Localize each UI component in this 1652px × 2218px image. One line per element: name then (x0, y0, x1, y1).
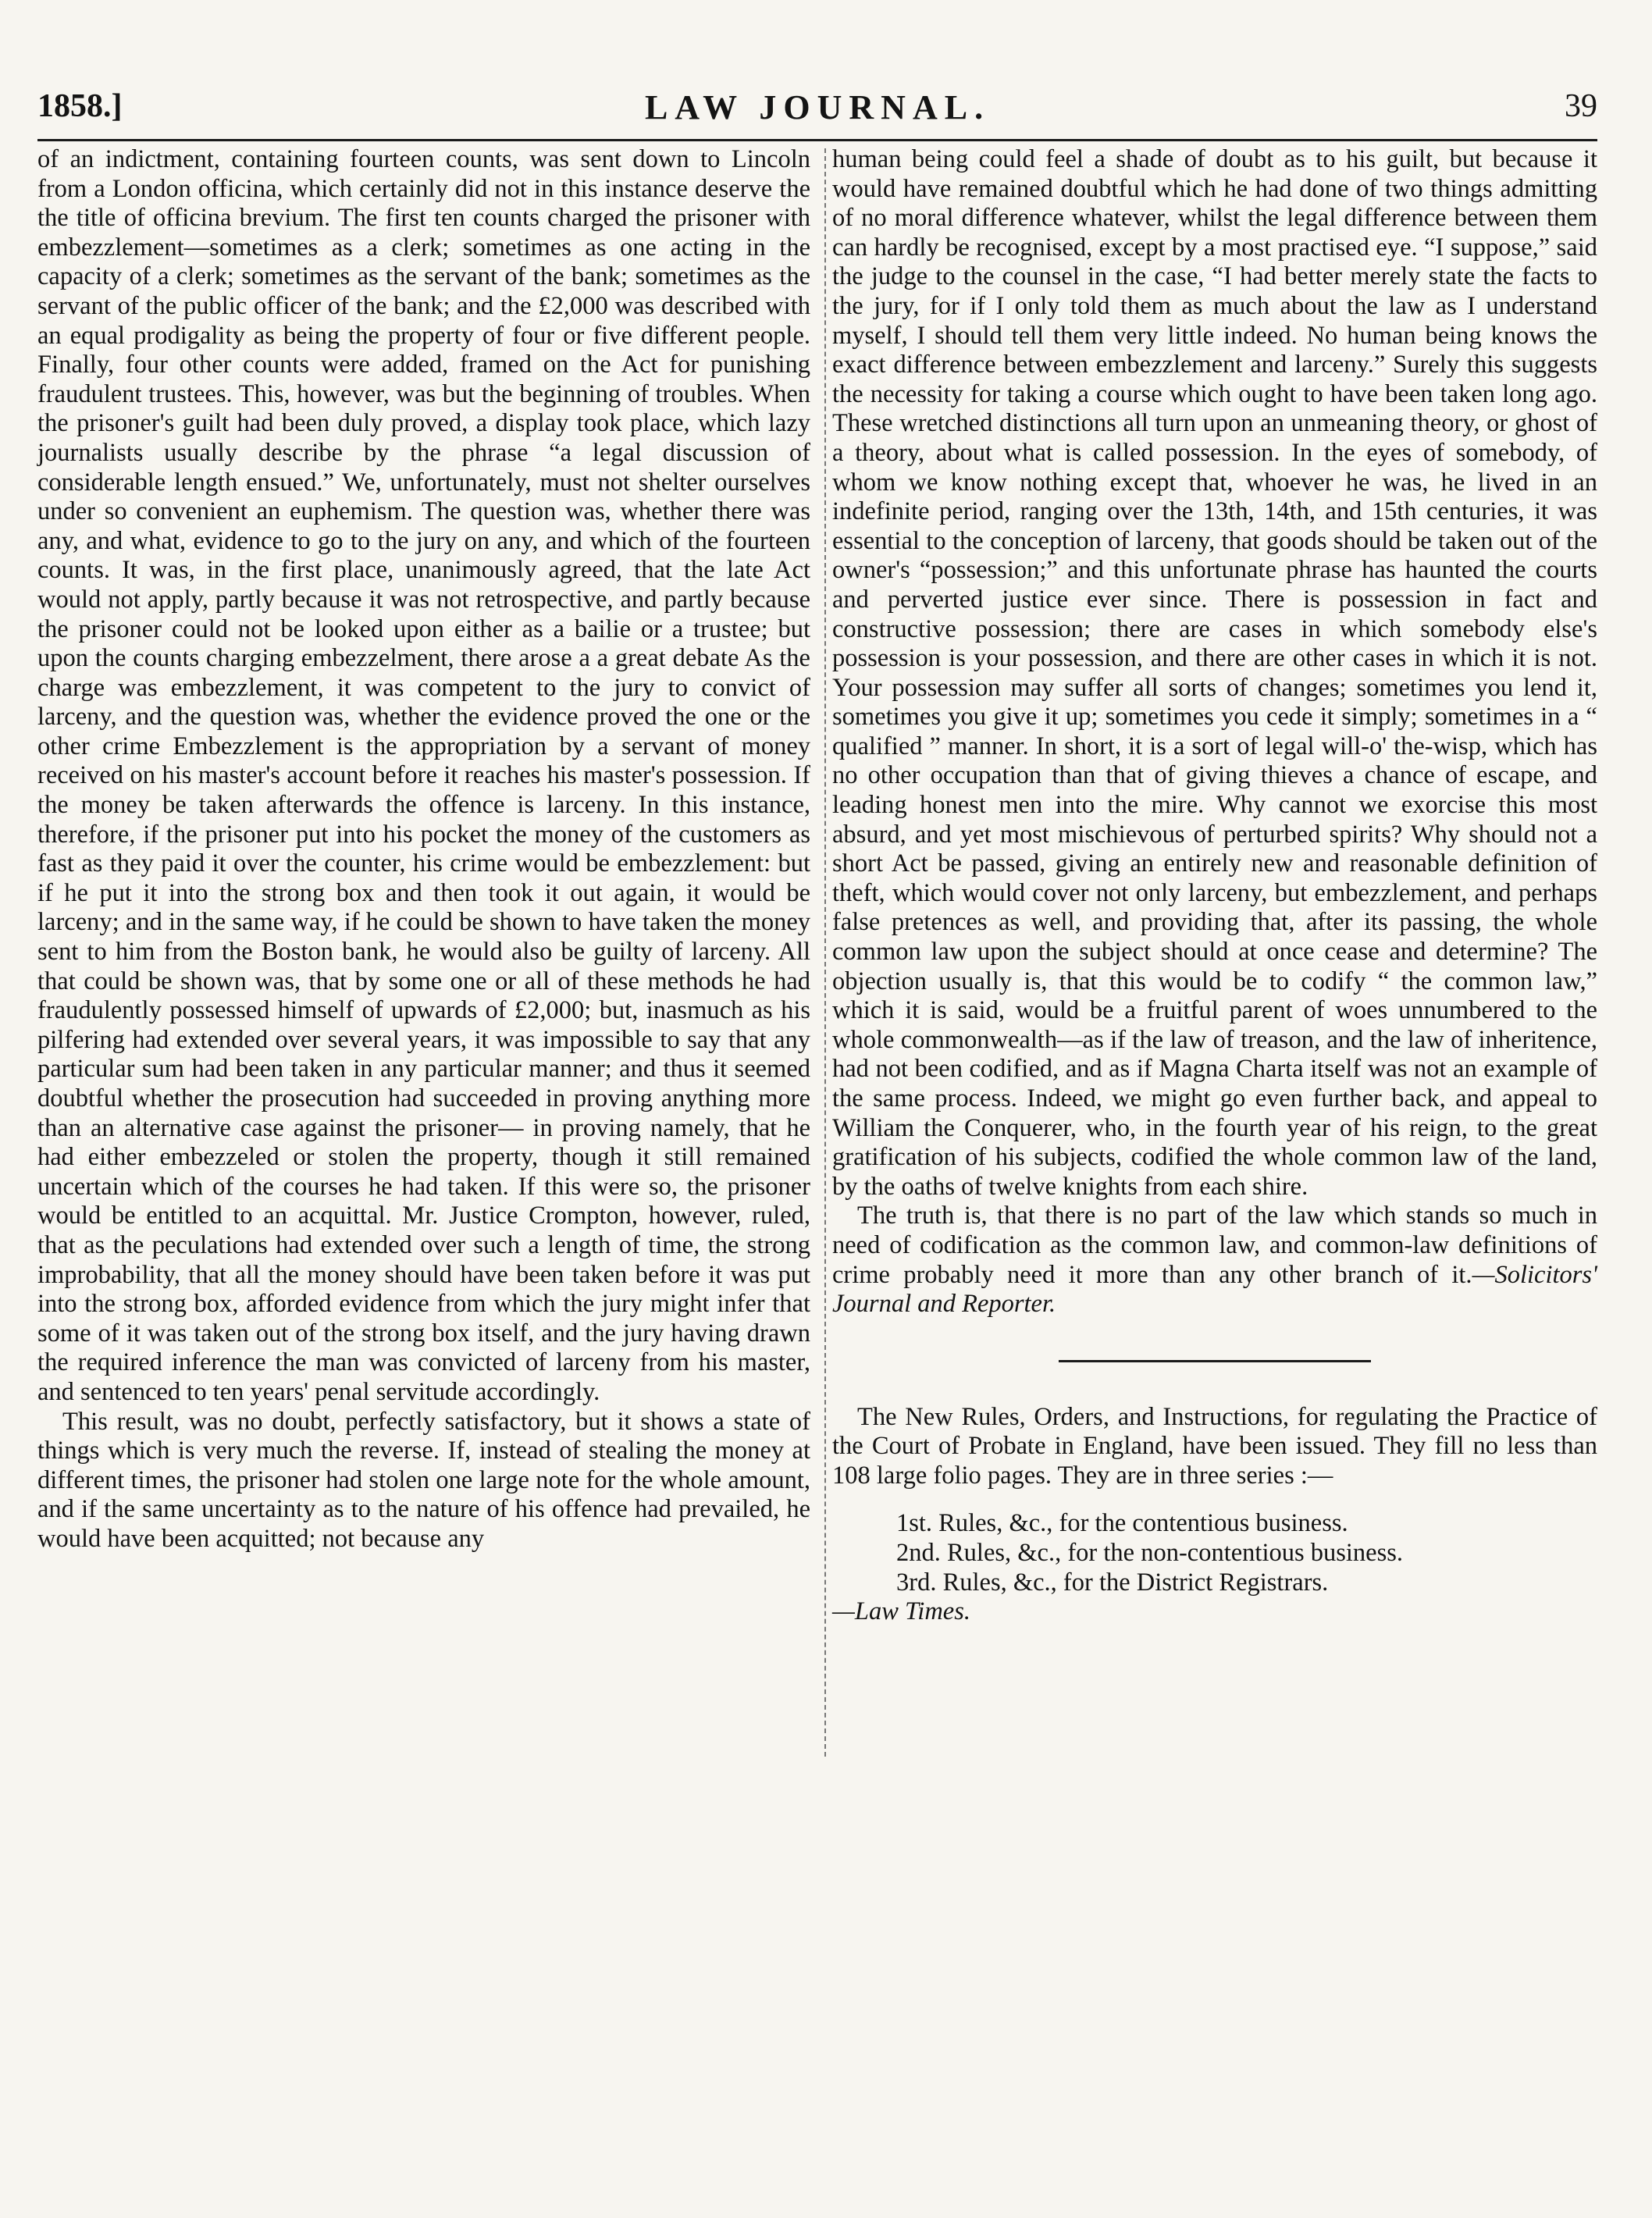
left-paragraph-2: This result, was no doubt, perfectly satisfactory, but it shows a state of things which is very much the reverse. If, instead of stealing the money at different times, the prisoner had stolen one large note for the whole amount, and if the same uncertainty as to the nature of his offence had prevailed, he would have been acquitted; not because any (37, 1407, 810, 1553)
list-item: 3rd. Rules, &c., for the District Registrars. (896, 1568, 1329, 1597)
page-number: 39 (1565, 88, 1597, 124)
right-paragraph-1: human being could feel a shade of doubt as to his guilt, but because it would have remained doubtful which he had done of two things admitting of no moral difference whatever, whilst the legal difference between them can hardly be recognised, except by a most practised eye. “I suppose,” said the judge to the counsel in the case, “I had better merely state the facts to the jury, for if I only told them as much about the law as I understand myself, I should tell them very little indeed. No human being knows the exact difference between embezzlement and larceny.” Surely this suggests the necessity for taking a course which ought to have been taken long ago. These wretched distinctions all turn upon an unmeaning theory, or ghost of a theory, about what is called possession. In the eyes of somebody, of whom we know nothing except that, whoever he was, he lived in an indefinite period, ranging over the 13th, 14th, and 15th centuries, it was essential to the conception of larceny, that goods should be taken out of the owner's “possession;” and this unfortunate phrase has haunted the courts and perverted justice ever since. There is possession in fact and constructive possession; there are cases in which somebody else's possession is your possession, and there are other cases in which it is not. Your possession may suffer all sorts of changes; sometimes you lend it, sometimes you give it up; sometimes you cede it simply; sometimes in a “ qualified ” manner. In short, it is a sort of legal will-o' the-wisp, which has no other occupation than that of giving thieves a chance of escape, and leading honest men into the mire. Why cannot we exorcise this most absurd, and yet most mischievous of perturbed spirits? Why should not a short Act be passed, giving an entirely new and reasonable definition of theft, which would cover not only larceny, but embezzlement, and perhaps false pretences as well, and providing that, after its passing, the whole common law upon the subject should at once cease and determine? The objection usually is, that this would be to codify “ the common law,” which it is said, would be a fruitful parent of woes unnumbered to the whole commonwealth—as if the law of treason, and the law of inheritence, had not been codified, and as if Magna Charta itself was not an example of the same process. Indeed, we might go even further back, and appeal to William the Conquerer, who, in the fourth year of his reign, to the great gratification of his subjects, codified the whole common law of the land, by the oaths of twelve knights from each shire. (832, 145, 1597, 1201)
column-divider (824, 148, 826, 1757)
header-title: LAW JOURNAL. (644, 88, 991, 126)
source-citation: —Law Times. (832, 1597, 971, 1625)
right-paragraph-2-source: —Solicitors' Journal and Reporter. (832, 1260, 1597, 1319)
right-paragraph-2 (832, 1202, 1597, 1319)
left-column (37, 145, 810, 1554)
series-list (896, 1508, 1597, 1597)
header-rule (37, 139, 1597, 141)
list-item: 2nd. Rules, &c., for the non-contentious business. (896, 1538, 1404, 1567)
list-item: 1st. Rules, &c., for the contentious business. (896, 1508, 1348, 1537)
header-year: 1858.] (37, 88, 123, 124)
right-paragraph-3: The New Rules, Orders, and Instructions, for regulating the Practice of the Court of Probate in England, have been issued. They fill no less than 108 large folio pages. They are in three series :— (832, 1402, 1597, 1490)
page-header (37, 87, 1597, 134)
section-separator (1059, 1360, 1371, 1362)
right-paragraph-2-text: The truth is, that there is no part of the law which stands so much in need of codification as the common law, and common-law definitions of crime probably need it more than any other branch of it. (832, 1202, 1597, 1289)
left-paragraph-1: of an indictment, containing fourteen counts, was sent down to Lincoln from a London officina, which certainly did not in this instance deserve the the title of officina brevium. The first ten counts charged the prisoner with embezzlement—sometimes as a clerk; sometimes as one acting in the capacity of a clerk; sometimes as the servant of the bank; sometimes as the servant of the public officer of the bank; and the £2,000 was described with an equal prodigality as being the property of four or five different people. Finally, four other counts were added, framed on the Act for punishing fraudulent trustees. This, however, was but the beginning of troubles. When the prisoner's guilt had been duly proved, a display took place, which lazy journalists usually describe by the phrase “a legal discussion of considerable length ensued.” We, unfortunately, must not shelter ourselves under so convenient an euphemism. The question was, whether there was any, and what, evidence to go to the jury on any, and which of the fourteen counts. It was, in the first place, unanimously agreed, that the late Act would not apply, partly because it was not retrospective, and partly because the prisoner could not be looked upon either as a bailie or a trustee; but upon the counts charging embezzelment, there arose a a great debate As the charge was embezzlement, it was competent to the jury to convict of larceny, and the question was, whether the evidence proved the one or the other crime Embezzlement is the appropriation by a servant of money received on his master's account before it reaches his master's possession. If the money be taken afterwards the offence is larceny. In this instance, therefore, if the prisoner put into his pocket the money of the customers as fast as they paid it over the counter, his crime would be embezzlement: but if he put it into the strong box and then took it out again, it would be larceny; and in the same way, if he could be shown to have taken the money sent to him from the Boston bank, he would also be guilty of larceny. All that could be shown was, that by some one or all of these methods he had fraudulently possessed himself of upwards of £2,000; but, inasmuch as his pilfering had extended over several years, it was impossible to say that any particular sum had been taken in any particular manner; and thus it seemed doubtful whether the prosecution had succeeded in proving anything more than an alternative case against the prisoner— in proving namely, that he had either embezzeled or stolen the property, though it still remained uncertain which of the courses he had taken. If this were so, the prisoner would be entitled to an acquittal. Mr. Justice Crompton, however, ruled, that as the peculations had extended over such a length of time, the strong improbability, that all the money should have been taken before it was put into the strong box, afforded evidence from which the jury might infer that some of it was taken out of the strong box itself, and the jury having drawn the required inference the man was convicted of larceny from his master, and sentenced to ten years' penal servitude accordingly. (37, 145, 810, 1406)
right-column (832, 145, 1597, 1626)
